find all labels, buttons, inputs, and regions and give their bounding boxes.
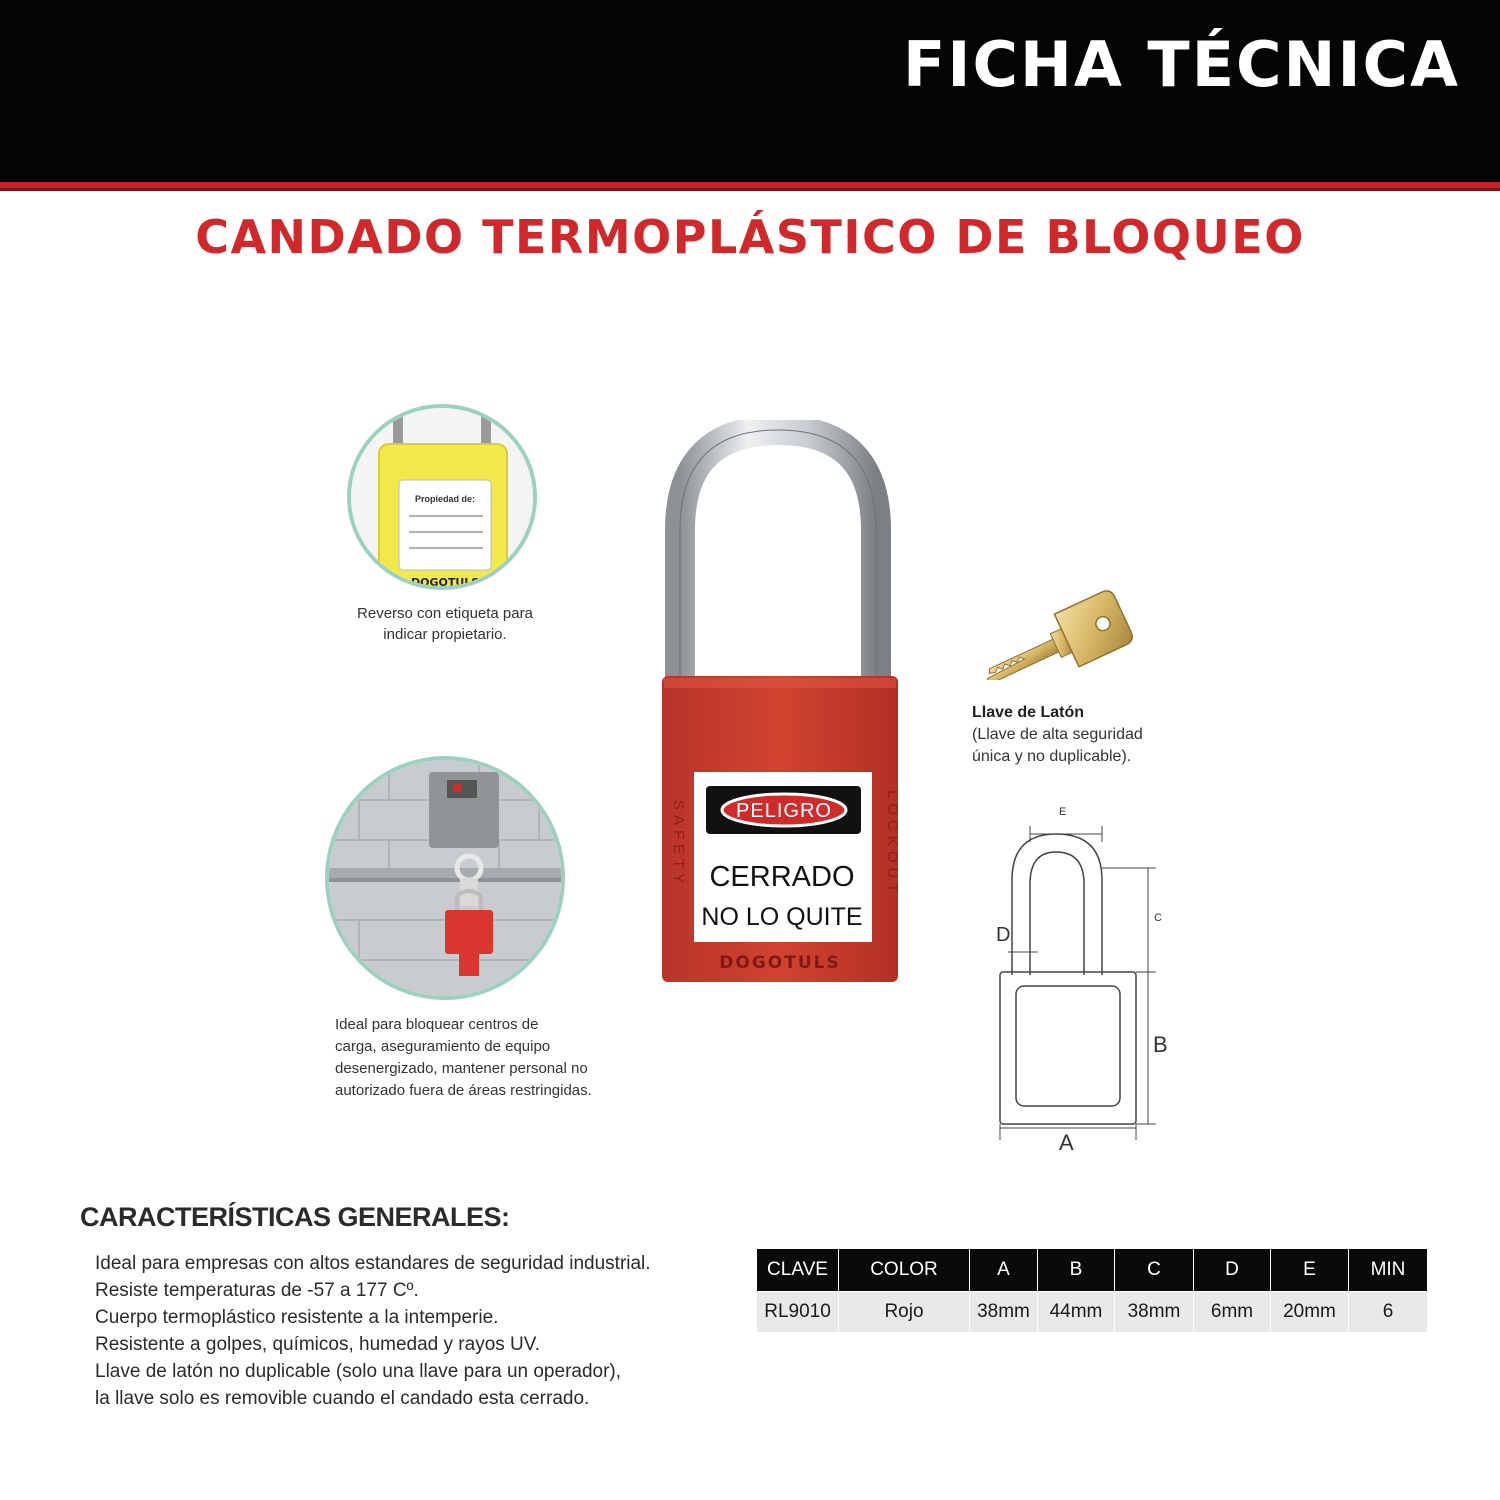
spec-header-cell: C — [1115, 1249, 1194, 1292]
spec-cell: 38mm — [1115, 1292, 1194, 1333]
dim-label-c: C — [1154, 912, 1162, 924]
spec-header-cell: CLAVE — [757, 1249, 839, 1292]
yellow-padlock-back-image — [351, 408, 537, 590]
product-title: CANDADO TERMOPLÁSTICO DE BLOQUEO — [195, 210, 1305, 264]
spec-header-cell: E — [1271, 1249, 1349, 1292]
spec-cell: 6mm — [1194, 1292, 1271, 1333]
tag-peligro-text: PELIGRO — [736, 800, 832, 822]
key-caption-line-1: (Llave de alta seguridad — [972, 726, 1143, 743]
spec-header-cell: D — [1194, 1249, 1271, 1292]
spec-cell: Rojo — [839, 1292, 970, 1333]
side-text-left: SAFETY — [670, 800, 687, 889]
dim-label-b: B — [1153, 1032, 1168, 1057]
dim-label-a: A — [1059, 1130, 1074, 1155]
features-list — [95, 1250, 655, 1412]
spec-cell: 6 — [1349, 1292, 1428, 1333]
header-accent-stripe — [0, 182, 1500, 191]
header-title: FICHA TÉCNICA — [903, 28, 1460, 101]
back-label-callout — [347, 404, 537, 590]
key-caption — [972, 702, 1192, 768]
features-heading: CARACTERÍSTICAS GENERALES: — [80, 1202, 510, 1232]
spec-table — [756, 1248, 1428, 1333]
feature-item: Llave de latón no duplicable (solo una llave para un operador), — [95, 1361, 622, 1382]
spec-table-header-row — [757, 1249, 1428, 1292]
back-brand-text: DOGOTULS — [411, 576, 480, 589]
dim-label-e: E — [1059, 806, 1067, 818]
usage-callout — [325, 756, 565, 1000]
feature-item: Resistente a golpes, químicos, humedad y rayos UV. — [95, 1334, 540, 1355]
feature-item: Ideal para empresas con altos estandares de seguridad industrial. — [95, 1253, 651, 1274]
spec-cell: 20mm — [1271, 1292, 1349, 1333]
side-text-right: LOCKOUT — [884, 790, 901, 898]
brass-key-icon — [965, 585, 1135, 680]
key-caption-title: Llave de Latón — [972, 704, 1085, 721]
usage-caption-line-4: autorizado fuera de áreas restringidas. — [335, 1082, 592, 1099]
spec-cell: 38mm — [970, 1292, 1038, 1333]
spec-cell: 44mm — [1038, 1292, 1115, 1333]
dim-label-d: D — [996, 924, 1011, 946]
back-label-caption — [340, 603, 550, 645]
feature-item: Cuerpo termoplástico resistente a la intemperie. — [95, 1307, 499, 1328]
feature-item: Resiste temperaturas de -57 a 177 Cº. — [95, 1280, 419, 1301]
spec-cell: RL9010 — [757, 1292, 839, 1333]
usage-caption-line-3: desenergizado, mantener personal no — [335, 1060, 588, 1077]
padlock-main-image — [650, 420, 910, 990]
tag-line2-text: NO LO QUITE — [701, 903, 863, 931]
padlock-in-use-image — [329, 760, 565, 1000]
usage-caption — [335, 1014, 595, 1102]
feature-item: la llave solo es removible cuando el candado esta cerrado. — [95, 1388, 590, 1409]
spec-header-cell: MIN — [1349, 1249, 1428, 1292]
spec-header-cell: B — [1038, 1249, 1115, 1292]
table-row — [757, 1292, 1428, 1333]
spec-header-cell: A — [970, 1249, 1038, 1292]
usage-caption-line-2: carga, aseguramiento de equipo — [335, 1038, 551, 1055]
dimension-diagram — [990, 800, 1190, 1160]
back-label-text: Propiedad de: — [415, 494, 476, 504]
spec-header-cell: COLOR — [839, 1249, 970, 1292]
body-brand-text: DOGOTULS — [719, 953, 841, 973]
usage-caption-line-1: Ideal para bloquear centros de — [335, 1016, 539, 1033]
back-caption-line-1: Reverso con etiqueta para — [357, 605, 533, 622]
tag-line1-text: CERRADO — [709, 861, 855, 893]
back-caption-line-2: indicar propietario. — [383, 626, 507, 643]
key-caption-line-2: única y no duplicable). — [972, 748, 1132, 765]
